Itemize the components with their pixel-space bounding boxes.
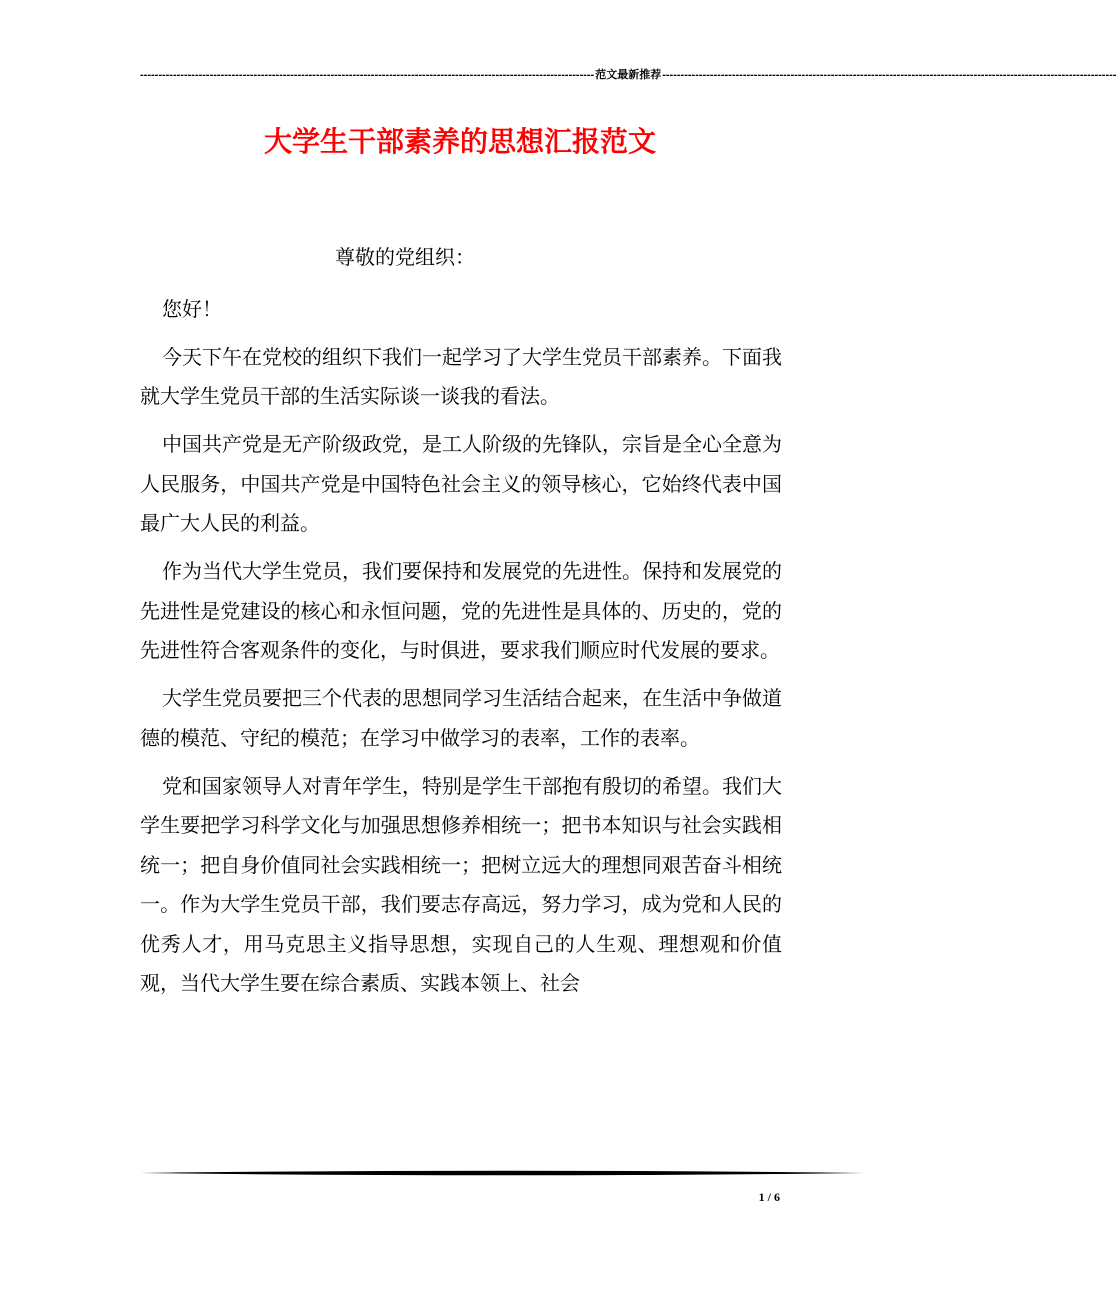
document-title: 大学生干部素养的思想汇报范文 — [263, 125, 656, 158]
paragraph: 今天下午在党校的组织下我们一起学习了大学生党员干部素养。下面我就大学生党员干部的生活实际谈一谈我的看法。 — [140, 344, 782, 408]
document-body — [140, 238, 782, 1012]
header-dashes-left: ---------------------------------------------------------------------------------------------------------------------------- — [140, 69, 595, 81]
footer-rule — [140, 1168, 864, 1178]
paragraph: 您好！ — [162, 296, 222, 321]
salutation: 尊敬的党组织： — [335, 245, 475, 269]
paragraph: 党和国家领导人对青年学生，特别是学生干部抱有殷切的希望。我们大学生要把学习科学文化与加强思想修养相统一；把书本知识与社会实践相统一；把自身价值同社会实践相统一；把树立远大的理想同艰苦奋斗相统一。作为大学生党员干部，我们要志存高远，努力学习，成为党和人民的优秀人才，用马克思主义指导思想，实现自己的人生观、理想观和价值观，当代大学生要在综合素质、实践本领上、社会 — [140, 773, 782, 995]
page-header — [140, 66, 1116, 84]
paragraph: 中国共产党是无产阶级政党，是工人阶级的先锋队，宗旨是全心全意为人民服务，中国共产党是中国特色社会主义的领导核心，它始终代表中国最广大人民的利益。 — [140, 432, 782, 535]
paragraph: 作为当代大学生党员，我们要保持和发展党的先进性。保持和发展党的先进性是党建设的核心和永恒问题，党的先进性是具体的、历史的，党的先进性符合客观条件的变化，与时俱进，要求我们顺应时代发展的要求。 — [140, 559, 782, 662]
page-number: 1 / 6 — [758, 1190, 780, 1204]
header-text: 范文最新推荐 — [595, 69, 662, 81]
header-dashes-right: ---------------------------------------------------------------------------------------------------------------------------- — [662, 69, 1116, 81]
paragraph: 大学生党员要把三个代表的思想同学习生活结合起来，在生活中争做道德的模范、守纪的模范；在学习中做学习的表率，工作的表率。 — [140, 686, 782, 750]
